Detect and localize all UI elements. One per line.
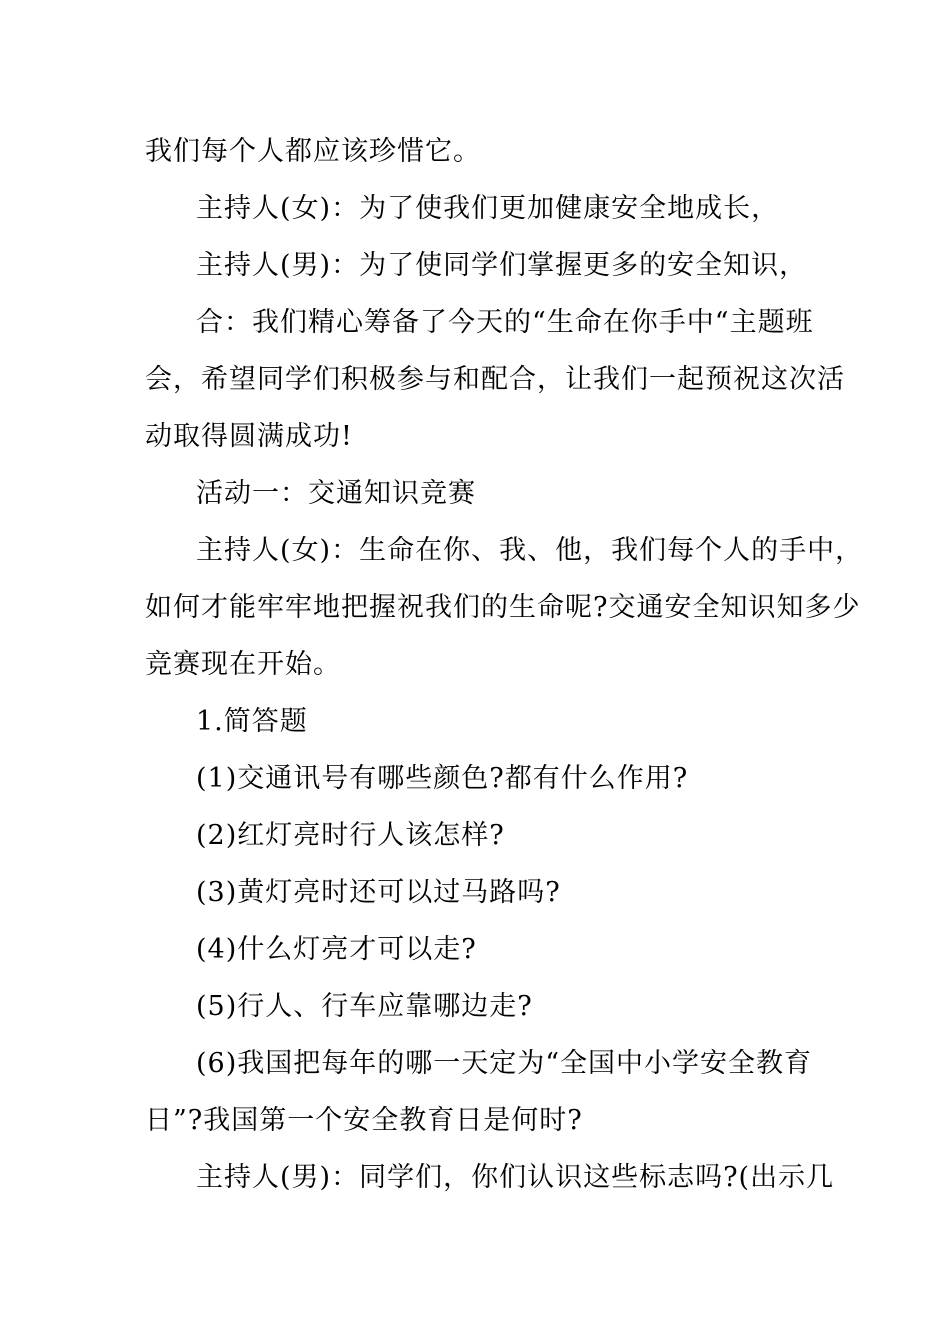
text-line-17: (6)我国把每年的哪一天定为“全国中小学安全教育 [196,1048,813,1079]
text-line-12: (1)交通讯号有哪些颜色?都有什么作用? [196,763,689,794]
text-line-6: 动取得圆满成功! [145,421,353,452]
text-line-1: 我们每个人都应该珍惜它。 [145,136,481,167]
text-line-5: 会，希望同学们积极参与和配合，让我们一起预祝这次活 [145,364,845,395]
text-line-16: (5)行人、行车应靠哪边走? [196,991,533,1022]
text-line-19: 主持人(男)：同学们，你们认识这些标志吗?(出示几 [196,1162,835,1193]
text-line-9: 如何才能牢牢地把握祝我们的生命呢?交通安全知识知多少 [145,592,861,623]
text-line-18: 日”?我国第一个安全教育日是何时? [145,1105,583,1136]
text-line-14: (3)黄灯亮时还可以过马路吗? [196,877,561,908]
text-line-15: (4)什么灯亮才可以走? [196,934,477,965]
text-line-8: 主持人(女)：生命在你、我、他，我们每个人的手中， [196,535,864,566]
text-line-11: 1.简答题 [196,706,308,737]
text-line-2: 主持人(女)：为了使我们更加健康安全地成长， [196,193,780,224]
text-line-3: 主持人(男)：为了使同学们掌握更多的安全知识， [196,250,808,281]
text-line-13: (2)红灯亮时行人该怎样? [196,820,505,851]
text-line-10: 竞赛现在开始。 [145,649,341,680]
text-line-7: 活动一：交通知识竞赛 [196,478,476,509]
text-line-4: 合：我们精心筹备了今天的“生命在你手中“主题班 [196,307,814,338]
